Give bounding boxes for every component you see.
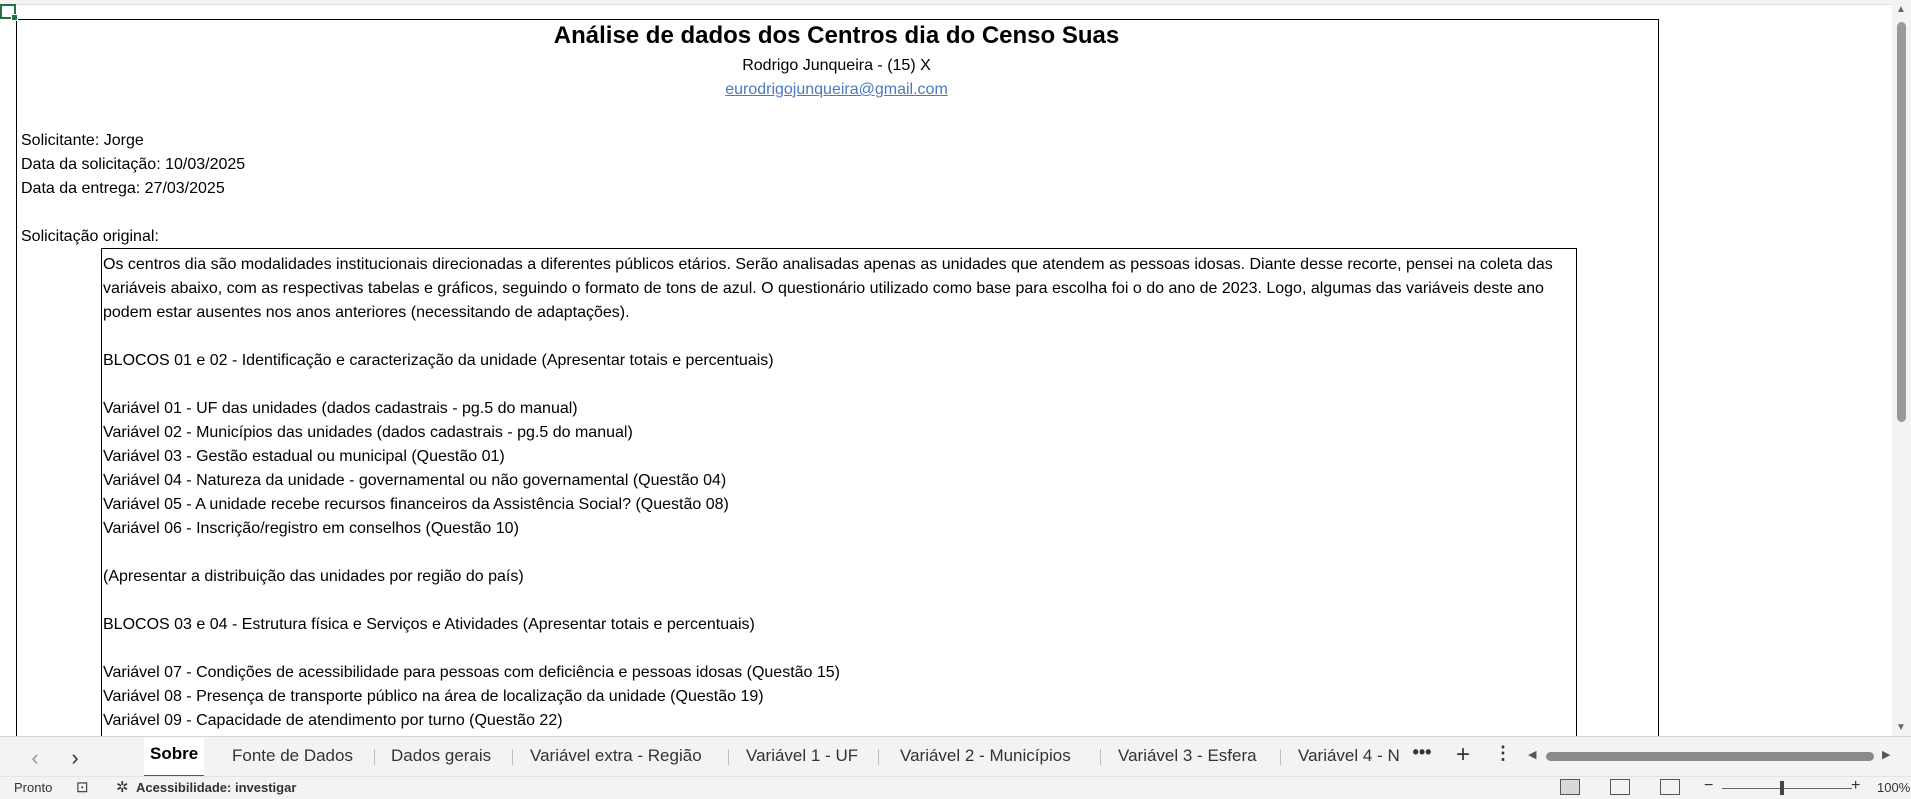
request-line: Variável 03 - Gestão estadual ou municipal (Questão 01)	[103, 448, 505, 465]
tab-dados-gerais[interactable]: Dados gerais	[391, 746, 492, 765]
tab-variavel-4[interactable]: Variável 4 - N	[1298, 746, 1400, 765]
request-line: Variável 01 - UF das unidades (dados cadastrais - pg.5 do manual)	[103, 400, 578, 417]
request-line: Variável 07 - Condições de acessibilidade para pessoas com deficiência e pessoas idosas (Questão 15)	[103, 664, 841, 681]
horizontal-scroll-thumb[interactable]	[1546, 752, 1874, 761]
scroll-down-icon[interactable]: ▼	[1896, 722, 1906, 733]
accessibility-status[interactable]: Acessibilidade: investigar	[136, 780, 297, 795]
tab-separator	[1100, 749, 1101, 765]
requester-label: Solicitante: Jorge	[21, 132, 144, 149]
scroll-right-icon[interactable]: ▶	[1882, 749, 1891, 761]
tab-separator	[728, 749, 729, 765]
accessibility-icon[interactable]: ✲	[116, 779, 129, 796]
page-layout-view-icon[interactable]	[1610, 779, 1630, 795]
request-line: BLOCOS 03 e 04 - Estrutura física e Serviços e Atividades (Apresentar totais e percentuais)	[103, 616, 755, 633]
active-cell-indicator[interactable]	[0, 4, 16, 19]
tab-variavel-2-municipios[interactable]: Variável 2 - Municípios	[900, 746, 1071, 765]
delivery-date: Data da entrega: 27/03/2025	[21, 180, 225, 197]
tab-separator	[1280, 749, 1281, 765]
request-line: BLOCOS 01 e 02 - Identificação e caracterização da unidade (Apresentar totais e percentuais)	[103, 352, 774, 369]
zoom-slider-track[interactable]	[1722, 788, 1852, 789]
request-line: podem estar ausentes nos anos anteriores (necessitando de adaptações).	[103, 304, 630, 321]
request-line: Variável 06 - Inscrição/registro em conselhos (Questão 10)	[103, 520, 519, 537]
tab-variavel-extra-regiao[interactable]: Variável extra - Região	[530, 746, 702, 765]
tab-fonte-de-dados[interactable]: Fonte de Dados	[232, 746, 353, 765]
tab-sobre[interactable]: Sobre	[144, 737, 204, 778]
scroll-up-icon[interactable]: ▲	[1896, 4, 1906, 15]
status-ready: Pronto	[14, 780, 53, 795]
status-bar	[0, 776, 1911, 799]
tab-separator	[512, 749, 513, 765]
zoom-level[interactable]: 100%	[1877, 780, 1911, 795]
author-line: Rodrigo Junqueira - (15) X	[742, 57, 931, 74]
author-email[interactable]	[16, 81, 1657, 99]
request-line: Variável 05 - A unidade recebe recursos financeiros da Assistência Social? (Questão 08)	[103, 496, 729, 513]
request-line: variáveis abaixo, com as respectivas tabelas e gráficos, seguindo o formato de tons de azul. O questionário utilizado como base para escolha foi o do ano de 2023. Logo, algumas das variáveis deste ano	[103, 280, 1544, 297]
request-line: (Apresentar a distribuição das unidades por região do país)	[103, 568, 524, 585]
email-link[interactable]: eurodrigojunqueira@gmail.com	[725, 81, 948, 98]
request-line: Variável 09 - Capacidade de atendimento por turno (Questão 22)	[103, 712, 563, 729]
sheet-tab-bar	[0, 736, 1911, 777]
ellipsis-icon[interactable]: •••	[1412, 742, 1432, 762]
zoom-in-icon[interactable]: +	[1851, 777, 1861, 794]
scroll-left-icon[interactable]: ◀	[1528, 749, 1537, 761]
chevron-left-icon[interactable]: ‹	[31, 745, 39, 770]
macro-record-icon[interactable]: ⊡	[76, 779, 89, 796]
document-title: Análise de dados dos Centros dia do Censo Suas	[553, 22, 1120, 49]
vertical-ellipsis-icon[interactable]: ⋮	[1494, 743, 1512, 763]
normal-view-icon[interactable]	[1560, 779, 1580, 795]
request-line: Os centros dia são modalidades institucionais direcionadas a diferentes públicos etários. Serão analisadas apenas as unidades que atendem as pessoas idosas. Diante desse recorte, pensei na coleta das	[103, 256, 1553, 273]
tab-separator	[878, 749, 879, 765]
tab-variavel-1-uf[interactable]: Variável 1 - UF	[746, 746, 859, 765]
page-break-view-icon[interactable]	[1660, 779, 1680, 795]
original-request-label: Solicitação original:	[21, 228, 159, 245]
plus-icon[interactable]: +	[1455, 741, 1470, 768]
request-line: Variável 02 - Municípios das unidades (dados cadastrais - pg.5 do manual)	[103, 424, 633, 441]
tab-variavel-3-esfera[interactable]: Variável 3 - Esfera	[1118, 746, 1257, 765]
request-line: Variável 04 - Natureza da unidade - governamental ou não governamental (Questão 04)	[103, 472, 727, 489]
request-line: Variável 08 - Presença de transporte público na área de localização da unidade (Questão 19)	[103, 688, 764, 705]
zoom-out-icon[interactable]: −	[1704, 777, 1714, 794]
chevron-right-icon[interactable]: ›	[71, 745, 79, 770]
vertical-scroll-thumb[interactable]	[1897, 22, 1906, 422]
tab-separator	[374, 749, 375, 765]
horizontal-scrollbar[interactable]	[1528, 747, 1896, 765]
vertical-scrollbar[interactable]	[1892, 0, 1911, 736]
request-date: Data da solicitação: 10/03/2025	[21, 156, 246, 173]
zoom-slider-thumb[interactable]	[1780, 781, 1784, 795]
